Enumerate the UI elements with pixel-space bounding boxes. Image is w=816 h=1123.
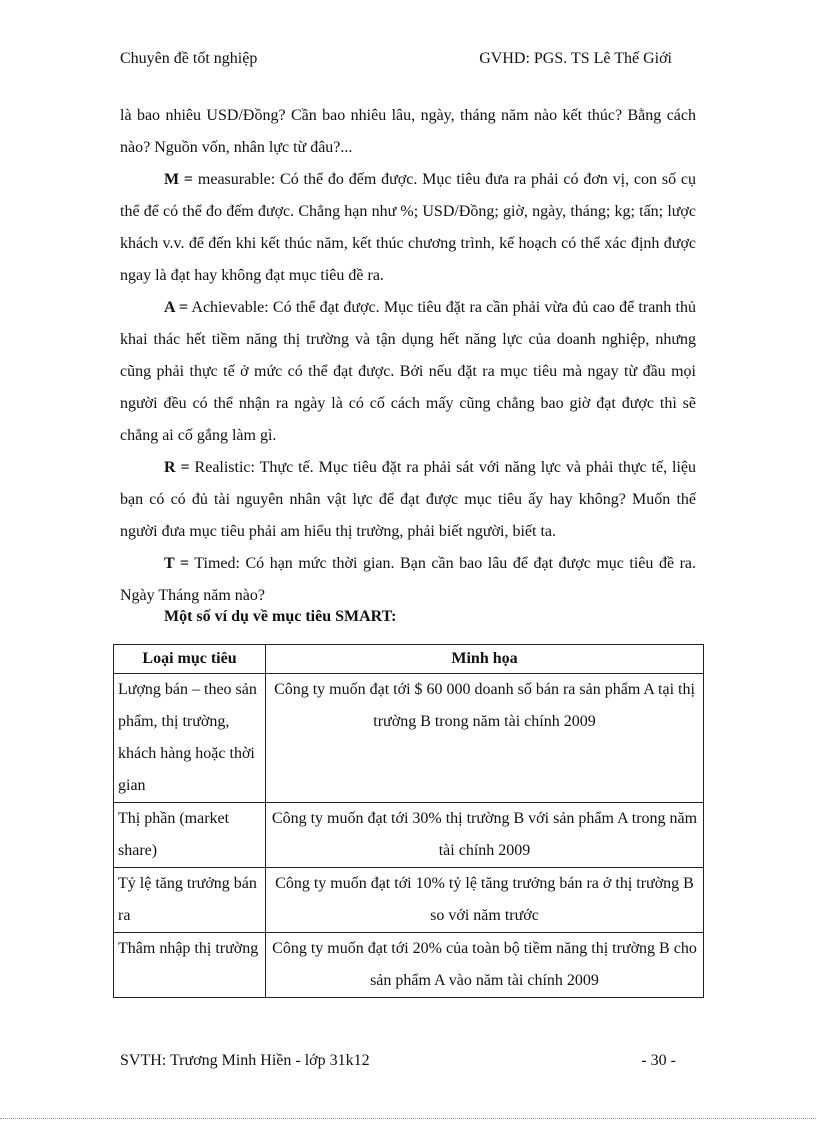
table-row	[114, 868, 704, 933]
lead-r: R =	[164, 459, 190, 476]
goal-type-cell: Tỷ lệ tăng trưởng bán ra	[114, 868, 266, 933]
table-caption: Một số ví dụ về mục tiêu SMART:	[164, 608, 397, 625]
paragraph-achievable-text: Achievable: Có thể đạt được. Mục tiêu đặt ra cần phải vừa đủ cao để tranh thủ khai thác hết tiềm năng thị trường và tận dụng hết năng lực của doanh nghiệp, nhưng cũng phải thực tế ở mức có thể đạt được. Bởi nếu đặt ra mục tiêu mà ngay từ đầu mọi người đều có thể nhận ra ngày là có cố cách mấy cũng chẳng bao giờ đạt được thì sẽ chẳng ai cố gắng làm gì.	[120, 299, 696, 444]
page-header	[120, 50, 696, 74]
table-row	[114, 674, 704, 803]
table-header-row	[114, 645, 704, 674]
goal-example-cell: Công ty muốn đạt tới 10% tỷ lệ tăng trưởng bán ra ở thị trường B so với năm trước	[266, 868, 704, 933]
page-footer	[120, 1052, 696, 1076]
paragraph-measurable	[120, 164, 696, 292]
paragraph-realistic	[120, 452, 696, 548]
table-row	[114, 933, 704, 998]
body-text	[120, 100, 696, 612]
paragraph-measurable-text: measurable: Có thể đo đếm được. Mục tiêu đưa ra phải có đơn vị, con số cụ thể để có thể đo đếm được. Chẳng hạn như %; USD/Đồng; giờ, ngày, tháng; kg; tấn; lược khách v.v. để đến khi kết thúc năm, kết thúc chương trình, kế hoạch có thể xác định được ngay là đạt hay không đạt mục tiêu đề ra.	[120, 171, 697, 284]
header-advisor: GVHD: PGS. TS Lê Thế Giới	[479, 50, 672, 67]
goal-example-cell: Công ty muốn đạt tới 20% của toàn bộ tiềm năng thị trường B cho sản phẩm A vào năm tài chính 2009	[266, 933, 704, 998]
goal-example-cell: Công ty muốn đạt tới 30% thị trường B với sản phẩm A trong năm tài chính 2009	[266, 803, 704, 868]
lead-m: M =	[164, 171, 194, 188]
paragraph-achievable	[120, 292, 696, 452]
lead-t: T =	[164, 555, 190, 572]
goal-type-cell: Thị phần (market share)	[114, 803, 266, 868]
paragraph-continuation: là bao nhiêu USD/Đồng? Cần bao nhiêu lâu, ngày, tháng năm nào kết thúc? Bằng cách nào? Nguồn vốn, nhân lực từ đâu?...	[120, 107, 696, 156]
goal-type-cell: Lượng bán – theo sản phẩm, thị trường, khách hàng hoặc thời gian	[114, 674, 266, 803]
table-header-example: Minh họa	[266, 645, 704, 674]
paragraph-timed-text: Timed: Có hạn mức thời gian. Bạn cần bao lâu để đạt được mục tiêu đề ra. Ngày Tháng năm nào?	[120, 555, 697, 604]
table-header-type: Loại mục tiêu	[114, 645, 266, 674]
paragraph-realistic-text: Realistic: Thực tế. Mục tiêu đặt ra phải sát với năng lực và phải thực tế, liệu bạn có có đủ tài nguyên nhân vật lực để đạt được mục tiêu ấy hay không? Muốn thế người đưa mục tiêu phải am hiểu thị trường, phải biết người, biết ta.	[120, 459, 697, 540]
page-bottom-divider	[0, 1118, 816, 1119]
goal-example-cell: Công ty muốn đạt tới $ 60 000 doanh số bán ra sản phẩm A tại thị trường B trong năm tài chính 2009	[266, 674, 704, 803]
paragraph-timed	[120, 548, 696, 612]
lead-a: A =	[164, 299, 189, 316]
page-number: - 30 -	[641, 1052, 676, 1069]
footer-student: SVTH: Trương Minh Hiền - lớp 31k12	[120, 1052, 370, 1069]
header-course: Chuyên đề tốt nghiệp	[120, 50, 258, 67]
table-row	[114, 803, 704, 868]
smart-goals-table	[113, 644, 704, 998]
goal-type-cell: Thâm nhập thị trường	[114, 933, 266, 998]
